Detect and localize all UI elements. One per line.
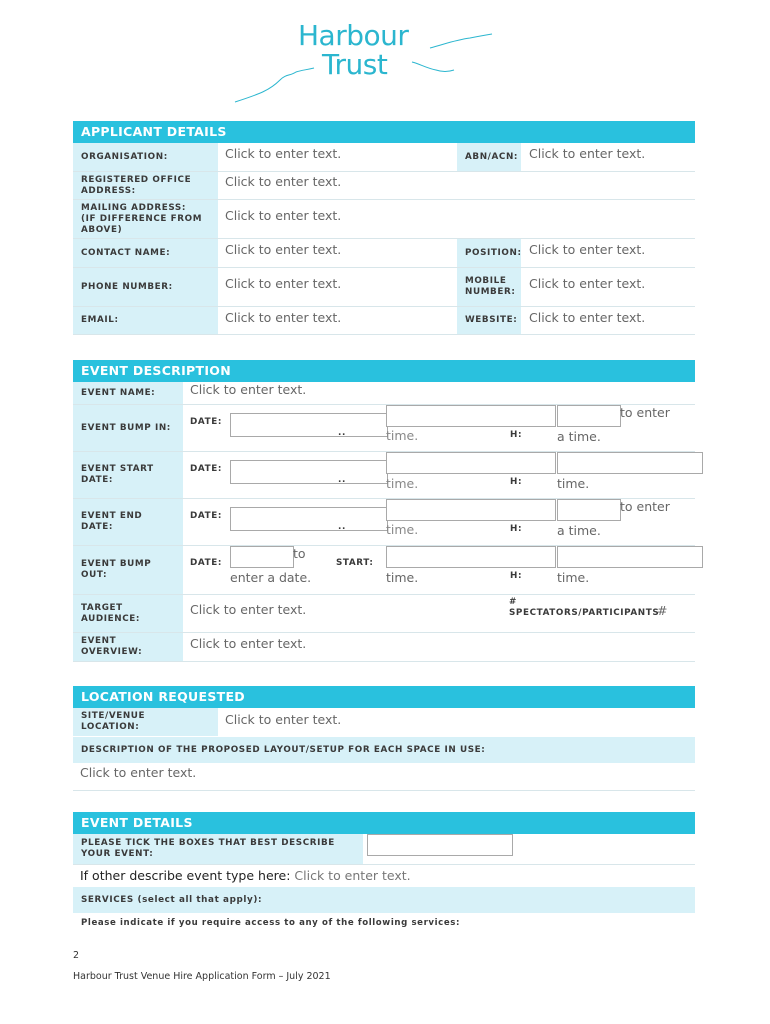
start-date-h-label: H: [510,477,523,487]
website-label: WEBSITE: [457,307,521,334]
bump-out-start-label: START: [336,558,374,568]
contact-name-label: CONTACT NAME: [73,239,218,267]
spectators-field[interactable]: # [657,603,668,618]
bump-out-end-time-input[interactable] [557,546,703,568]
site-venue-label: SITE/VENUE LOCATION: [73,708,218,736]
event-start-date-label: EVENT START DATE: [73,452,183,498]
bump-in-date-label: DATE: [190,417,222,427]
bump-out-date-input[interactable] [230,546,294,568]
mobile-number-label: MOBILE NUMBER: [457,268,521,306]
event-overview-field[interactable]: Click to enter text. [190,636,307,651]
email-label: EMAIL: [73,307,218,334]
contact-name-field[interactable]: Click to enter text. [225,242,342,257]
email-field[interactable]: Click to enter text. [225,310,342,325]
logo-text-harbour: Harbour [298,19,409,52]
bump-in-end-time-input[interactable] [557,405,621,427]
bump-in-to-enter: to enter [620,405,670,420]
page-number: 2 [73,950,80,961]
abn-label: ABN/ACN: [457,143,521,171]
harbour-trust-logo [230,18,500,108]
registered-office-field[interactable]: Click to enter text. [225,174,342,189]
bump-out-end-time-text: time. [557,570,590,585]
position-label: POSITION: [457,239,521,267]
event-bump-in-label: EVENT BUMP IN: [73,405,183,451]
event-overview-label: EVENT OVERVIEW: [73,633,183,661]
organisation-field[interactable]: Click to enter text. [225,146,342,161]
bump-in-date-input[interactable] [230,413,388,437]
abn-field[interactable]: Click to enter text. [529,146,646,161]
applicant-details-header: APPLICANT DETAILS [73,121,695,143]
services-label: SERVICES (select all that apply): [73,887,695,913]
bump-in-dots: .. [338,428,346,438]
target-audience-field[interactable]: Click to enter text. [190,602,307,617]
bump-in-a-time: a time. [557,429,601,444]
event-name-label: EVENT NAME: [73,382,183,404]
bump-in-h-label: H: [510,430,523,440]
other-event-type-label: If other describe event type here: [80,868,291,883]
organisation-label: ORGANISATION: [73,143,218,171]
bump-out-start-time-input[interactable] [386,546,556,568]
event-end-date-label: EVENT END DATE: [73,499,183,545]
end-date-a-time: a time. [557,523,601,538]
bump-in-start-time-input[interactable] [386,405,556,427]
bump-out-to: to [293,546,306,561]
site-venue-field[interactable]: Click to enter text. [225,712,342,727]
footer-text: Harbour Trust Venue Hire Application Form – July 2021 [73,971,331,982]
registered-office-label: REGISTERED OFFICE ADDRESS: [73,172,218,199]
other-event-type-field[interactable]: Click to enter text. [294,868,411,883]
bump-out-enter-date: enter a date. [230,570,312,585]
event-type-select[interactable] [367,834,513,856]
start-date-dots: .. [338,475,346,485]
end-date-h-label: H: [510,524,523,534]
start-date-start-time-text: time. [386,476,419,491]
start-date-start-time-input[interactable] [386,452,556,474]
event-details-header: EVENT DETAILS [73,812,695,834]
start-date-end-time-text: time. [557,476,590,491]
phone-number-label: PHONE NUMBER: [73,268,218,306]
bump-in-start-time-text: time. [386,428,419,443]
position-field[interactable]: Click to enter text. [529,242,646,257]
end-date-start-time-text: time. [386,522,419,537]
tick-boxes-label: PLEASE TICK THE BOXES THAT BEST DESCRIBE YOUR EVENT: [73,834,363,864]
layout-description-label: DESCRIPTION OF THE PROPOSED LAYOUT/SETUP FOR EACH SPACE IN USE: [73,737,695,763]
start-date-input[interactable] [230,460,388,484]
bump-out-date-label: DATE: [190,558,222,568]
layout-description-field[interactable]: Click to enter text. [80,765,197,780]
mobile-number-field[interactable]: Click to enter text. [529,276,646,291]
end-date-dots: .. [338,522,346,532]
end-date-to-enter: to enter [620,499,670,514]
end-date-start-time-input[interactable] [386,499,556,521]
logo-text-trust: Trust [322,48,388,81]
phone-number-field[interactable]: Click to enter text. [225,276,342,291]
end-date-input[interactable] [230,507,388,531]
location-requested-header: LOCATION REQUESTED [73,686,695,708]
mailing-address-field[interactable]: Click to enter text. [225,208,342,223]
bump-out-start-time-text: time. [386,570,419,585]
event-bump-out-label: EVENT BUMP OUT: [73,546,183,594]
website-field[interactable]: Click to enter text. [529,310,646,325]
mailing-address-label: MAILING ADDRESS: (IF DIFFERENCE FROM ABOVE) [73,200,218,238]
services-instructions: Please indicate if you require access to any of the following services: [73,914,695,932]
event-name-field[interactable]: Click to enter text. [190,382,307,397]
end-date-date-label: DATE: [190,511,222,521]
spectators-label: # SPECTATORS/PARTICIPANTS [509,597,660,618]
other-event-type-row [80,868,411,883]
end-date-end-time-input[interactable] [557,499,621,521]
start-date-end-time-input[interactable] [557,452,703,474]
event-description-header: EVENT DESCRIPTION [73,360,695,382]
start-date-date-label: DATE: [190,464,222,474]
bump-out-h-label: H: [510,571,523,581]
target-audience-label: TARGET AUDIENCE: [73,595,183,632]
